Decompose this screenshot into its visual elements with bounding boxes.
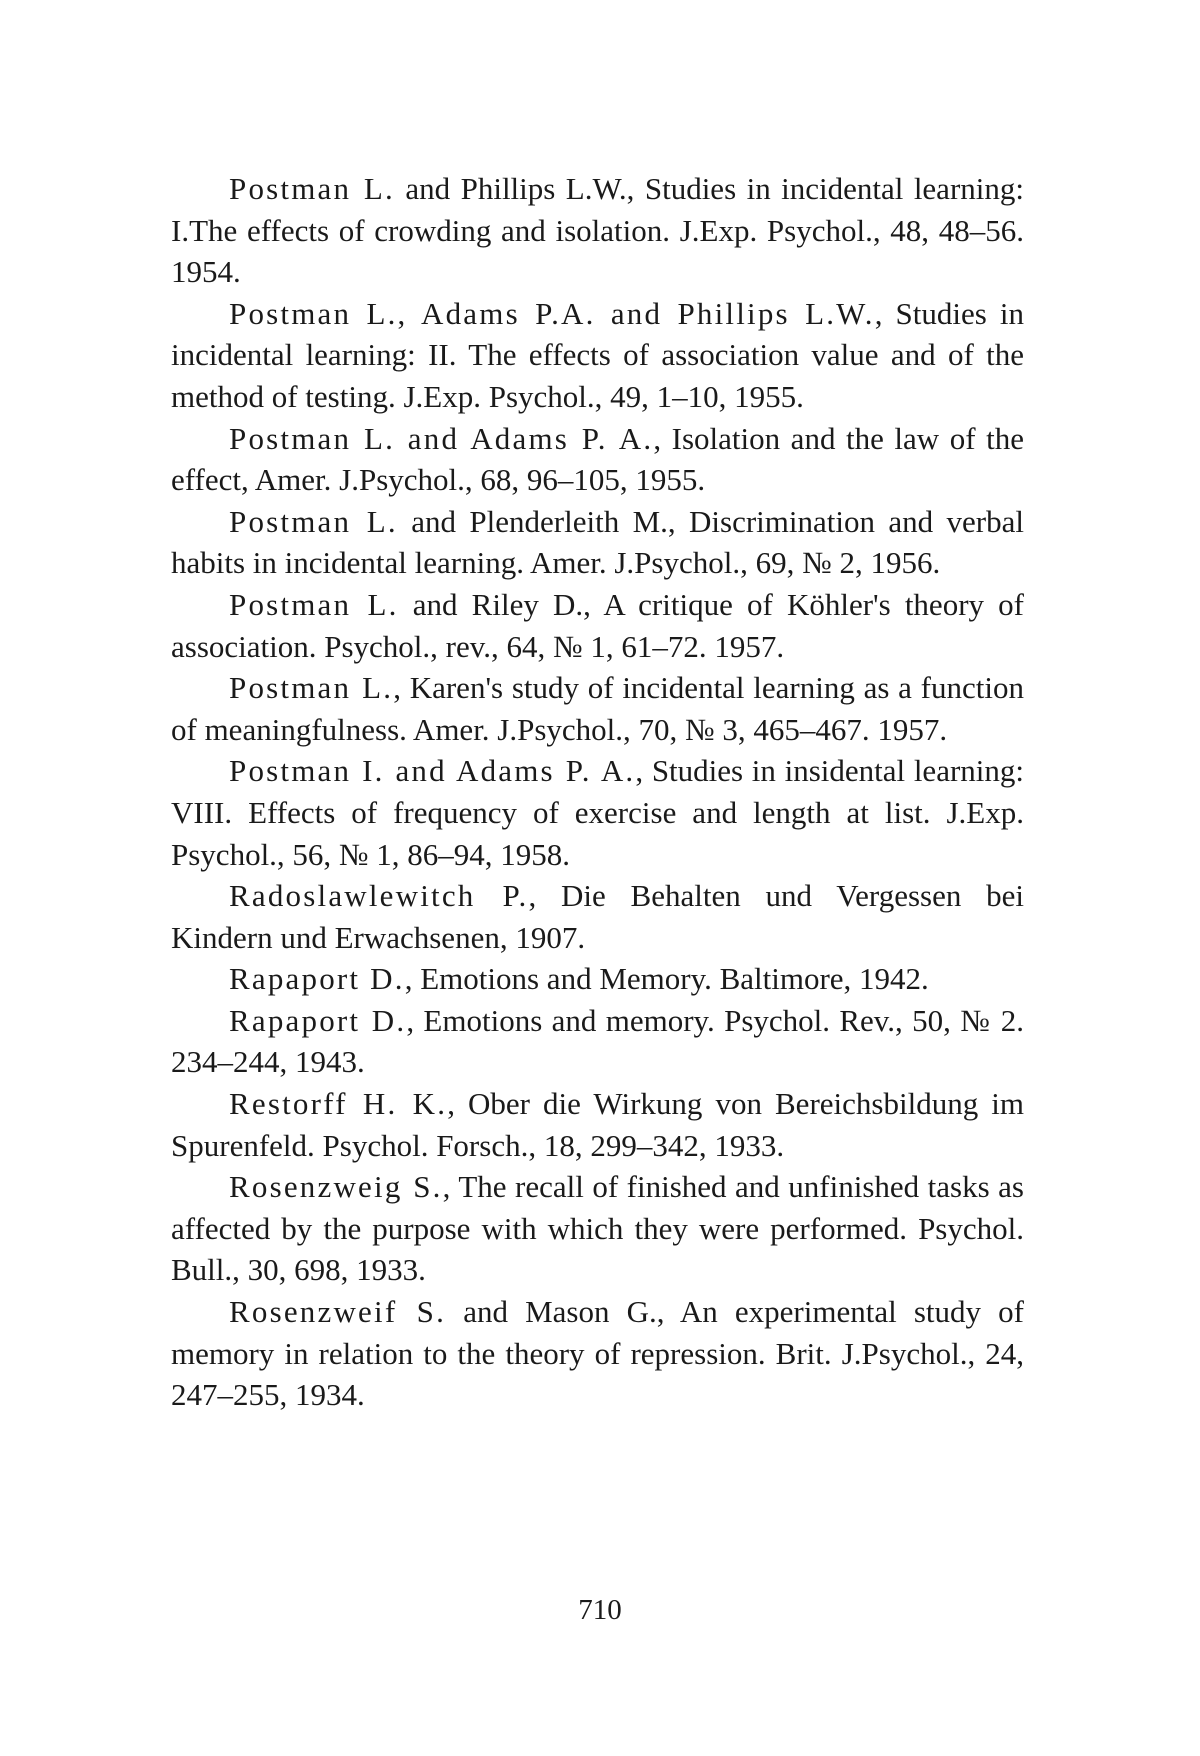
reference-entry (171, 1291, 1024, 1416)
reference-entry (171, 168, 1024, 293)
reference-entry (171, 418, 1024, 501)
reference-text: , Ober die Wirkung von Bereichsbildung im Spurenfeld. Psychol. Forsch., 18, 299–342, 1933. (171, 1086, 1024, 1163)
reference-author: Radoslawlewitch P. (229, 878, 528, 913)
reference-author: Restorff H. K. (229, 1086, 447, 1121)
reference-entry (171, 875, 1024, 958)
page-number: 710 (0, 1592, 1200, 1628)
reference-text: and Phillips L.W., Studies in incidental learning: I.The effects of crowding and isolation. J.Exp. Psychol., 48, 48–56. 1954. (171, 171, 1024, 289)
reference-text: , Isolation and the law of the effect, Amer. J.Psychol., 68, 96–105, 1955. (171, 421, 1024, 498)
reference-author: Postman L. and Adams P. A. (229, 421, 653, 456)
reference-author: Postman I. and Adams P. A. (229, 753, 635, 788)
reference-text: and Mason G., An experimental study of memory in relation to the theory of repression. Brit. J.Psychol., 24, 247–255, 1934. (171, 1294, 1024, 1412)
reference-text: and Plenderleith M., Discrimination and verbal habits in incidental learning. Amer. J.Psychol., 69, № 2, 1956. (171, 504, 1024, 581)
reference-author: Postman L. (229, 587, 399, 622)
reference-text: , Studies in insidental learning: VIII. Effects of frequency of exercise and length at list. J.Exp. Psychol., 56, № 1, 86–94, 1958. (171, 753, 1024, 871)
reference-author: Postman L. (229, 504, 398, 539)
reference-entry (171, 958, 1024, 1000)
reference-text: , The recall of finished and unfinished tasks as affected by the purpose with which they were performed. Psychol. Bull., 30, 698, 1933. (171, 1169, 1024, 1287)
reference-text: , Karen's study of incidental learning as a function of meaningfulness. Amer. J.Psychol., 70, № 3, 465–467. 1957. (171, 670, 1024, 747)
reference-entry (171, 293, 1024, 418)
reference-author: Postman L. (229, 171, 395, 206)
reference-entry (171, 1166, 1024, 1291)
reference-text: , Die Behalten und Vergessen bei Kindern und Erwachsenen, 1907. (171, 878, 1024, 955)
reference-list (171, 168, 1024, 1416)
reference-author: Rapaport D. (229, 961, 405, 996)
reference-entry (171, 750, 1024, 875)
reference-author: Rosenzweif S. (229, 1294, 446, 1329)
reference-entry (171, 1083, 1024, 1166)
reference-text: , Emotions and Memory. Baltimore, 1942. (405, 961, 929, 996)
reference-entry (171, 584, 1024, 667)
reference-author: Postman L. (229, 670, 393, 705)
reference-author: Rosenzweig S. (229, 1169, 443, 1204)
reference-entry (171, 501, 1024, 584)
reference-entry (171, 667, 1024, 750)
reference-text: , Studies in incidental learning: II. The effects of association value and of the method of testing. J.Exp. Psychol., 49, 1–10, 1955. (171, 296, 1024, 414)
reference-text: , Emotions and memory. Psychol. Rev., 50, № 2. 234–244, 1943. (171, 1003, 1024, 1080)
reference-author: Postman L., Adams P.A. and Phillips L.W. (229, 296, 875, 331)
reference-author: Rapaport D. (229, 1003, 406, 1038)
reference-text: and Riley D., A critique of Köhler's theory of association. Psychol., rev., 64, № 1, 61–72. 1957. (171, 587, 1024, 664)
reference-entry (171, 1000, 1024, 1083)
